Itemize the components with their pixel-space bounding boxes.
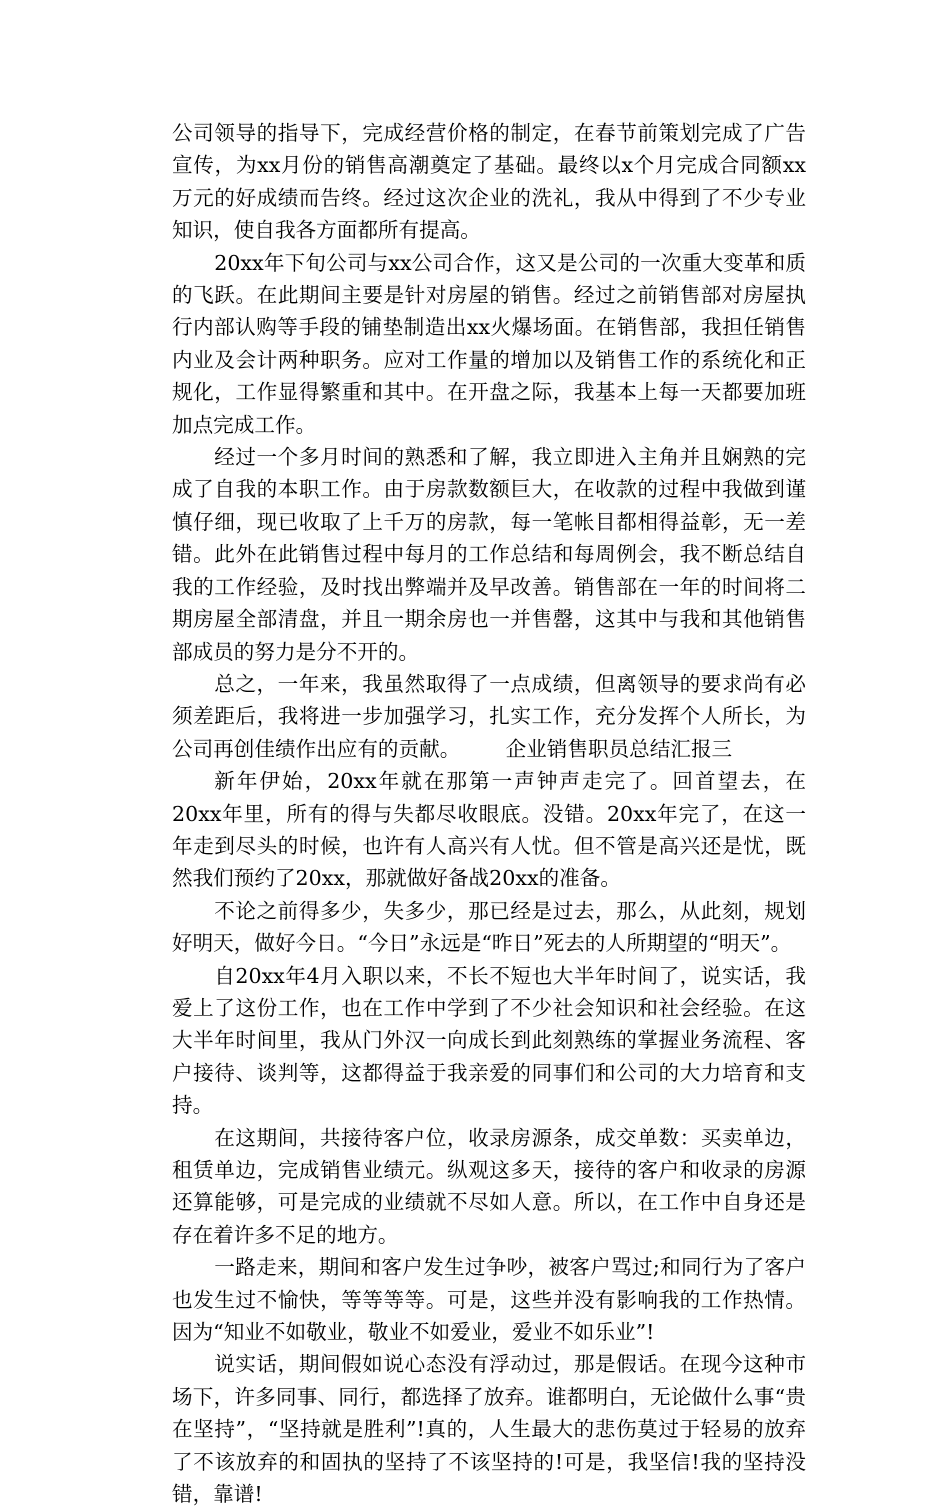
section-heading: 企业销售职员总结汇报三 (505, 736, 733, 761)
paragraph: 一路走来，期间和客户发生过争吵，被客户骂过;和同行为了客户也发生过不愉快，等等等等。可是，这些并没有影响我的工作热情。因为“知业不如敬业，敬业不如爱业，爱业不如乐业”! (172, 1255, 806, 1345)
paragraph: 经过一个多月时间的熟悉和了解，我立即进入主角并且娴熟的完成了自我的本职工作。由于房款数额巨大，在收款的过程中我做到谨慎仔细，现已收取了上千万的房款，每一笔帐目都相得益彰，无一差错。此外在此销售过程中每月的工作总结和每周例会，我不断总结自我的工作经验，及时找出弊端并及早改善。销售部在一年的时间将二期房屋全部清盘，并且一期余房也一并售罄，这其中与我和其他销售部成员的努力是分不开的。 (172, 445, 806, 664)
paragraph: 说实话，期间假如说心态没有浮动过，那是假话。在现今这种市场下，许多同事、同行，都选择了放弃。谁都明白，无论做什么事“贵在坚持”，“坚持就是胜利”!真的，人生最大的悲伤莫过于轻易的放弃了不该放弃的和固执的坚持了不该坚持的!可是，我坚信!我的坚持没错，靠谱! (172, 1352, 806, 1507)
paragraph (172, 668, 806, 765)
paragraph: 新年伊始，20xx年就在那第一声钟声走完了。回首望去，在20xx年里，所有的得与失都尽收眼底。没错。20xx年完了，在这一年走到尽头的时候，也许有人高兴有人忧。但不管是高兴还是忧，既然我们预约了20xx，那就做好备战20xx的准备。 (172, 769, 806, 891)
document-body (172, 117, 806, 1510)
paragraph-text: 总之，一年来，我虽然取得了一点成绩，但离领导的要求尚有必须差距后，我将进一步加强学习，扎实工作，充分发挥个人所长，为公司再创佳绩作出应有的贡献。 (172, 671, 806, 761)
paragraph: 在这期间，共接待客户位，收录房源条，成交单数：买卖单边，租赁单边，完成销售业绩元。纵观这多天，接待的客户和收录的房源还算能够，可是完成的业绩就不尽如人意。所以，在工作中自身还是存在着许多不足的地方。 (172, 1125, 806, 1247)
paragraph: 20xx年下旬公司与xx公司合作，这又是公司的一次重大变革和质的飞跃。在此期间主要是针对房屋的销售。经过之前销售部对房屋执行内部认购等手段的铺垫制造出xx火爆场面。在销售部，我担任销售内业及会计两种职务。应对工作量的增加以及销售工作的系统化和正规化，工作显得繁重和其中。在开盘之际，我基本上每一天都要加班加点完成工作。 (172, 250, 806, 437)
paragraph: 不论之前得多少，失多少，那已经是过去，那么，从此刻，规划好明天，做好今日。“今日”永远是“昨日”死去的人所期望的“明天”。 (172, 898, 806, 956)
paragraph: 公司领导的指导下，完成经营价格的制定，在春节前策划完成了广告宣传，为xx月份的销售高潮奠定了基础。最终以x个月完成合同额xx万元的好成绩而告终。经过这次企业的洗礼，我从中得到了不少专业知识，使自我各方面都所有提高。 (172, 121, 806, 243)
paragraph: 自20xx年4月入职以来，不长不短也大半年时间了，说实话，我爱上了这份工作，也在工作中学到了不少社会知识和社会经验。在这大半年时间里，我从门外汉一向成长到此刻熟练的掌握业务流程、客户接待、谈判等，这都得益于我亲爱的同事们和公司的大力培育和支持。 (172, 963, 806, 1118)
